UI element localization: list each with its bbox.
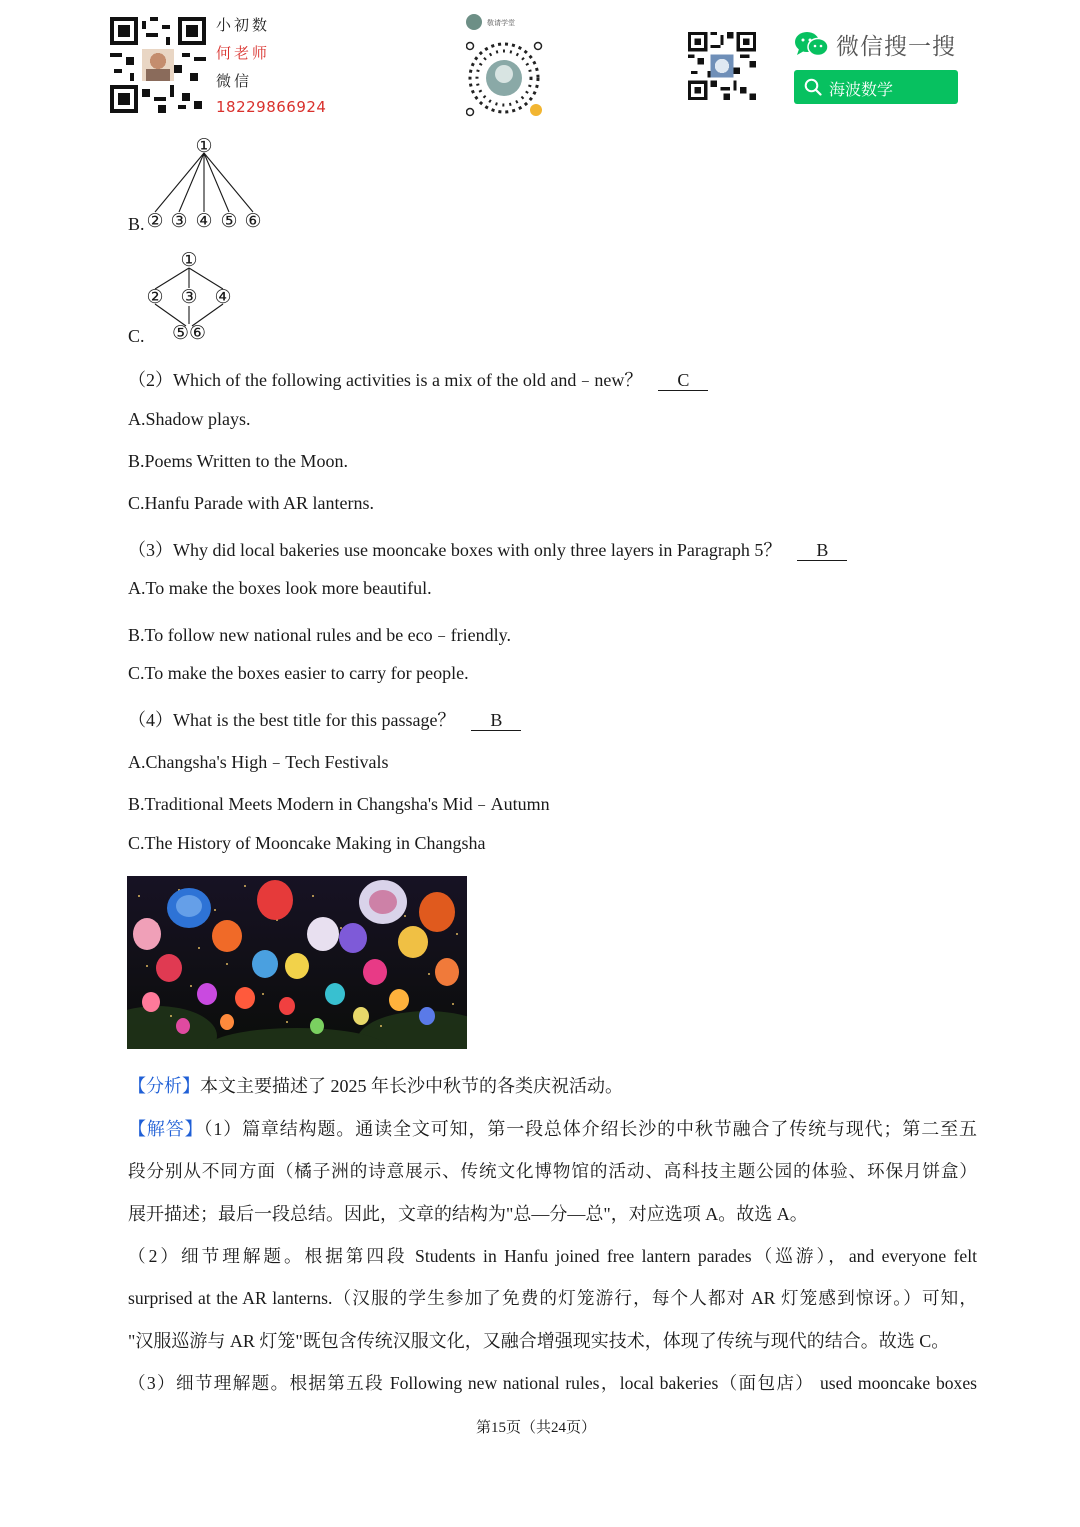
node-6: ⑥ — [244, 210, 262, 232]
solution-line-3: 展开描述；最后一段总结。因此，文章的结构为"总—分—总"，对应选项 A。故选 A。 — [128, 1204, 808, 1224]
question-3-answer: B — [797, 540, 847, 561]
question-4-option-c: C.The History of Mooncake Making in Changsha — [128, 833, 486, 853]
option-b-label: B. — [128, 214, 145, 234]
node-3: ③ — [170, 210, 188, 232]
solution-line-2: 段分别从不同方面（橘子洲的诗意展示、传统文化博物馆的活动、高科技主题公园的体验、环保月饼盒） — [128, 1161, 977, 1181]
node-4: ④ — [195, 210, 213, 232]
teacher-line-2: 何老师 — [216, 44, 271, 62]
analysis-tag: 【分析】 — [128, 1076, 200, 1096]
tree-diagram-b — [128, 132, 278, 236]
wechat-search-term: 海波数学 — [829, 80, 894, 99]
teacher-line-3: 微信 — [216, 72, 253, 90]
page-number-footer: 第15页（共24页） — [475, 1420, 596, 1436]
mini-program-code — [466, 40, 544, 118]
node-5: ⑤ — [220, 210, 238, 232]
question-4-option-a: A.Changsha's High﹣Tech Festivals — [128, 752, 389, 772]
mini-program-label: 敬请学堂 — [487, 19, 515, 27]
question-2-stem: （2）Which of the following activities is a mix of the old and﹣new？ C — [128, 366, 708, 392]
teacher-qr-code — [110, 17, 206, 113]
solution-line-1: 【解答】（1）篇章结构题。通读全文可知，第一段总体介绍长沙的中秋节融合了传统与现代；第二至五 — [128, 1119, 977, 1139]
wechat-qr-code — [688, 32, 756, 100]
node-2: ② — [146, 286, 164, 308]
teacher-line-1: 小初数 — [216, 16, 271, 34]
question-4-answer: B — [471, 710, 521, 731]
solution-line-5: surprised at the AR lanterns.（汉服的学生参加了免费的灯笼游行，每个人都对 AR 灯笼感到惊讶。）可知， — [128, 1288, 977, 1308]
node-4: ④ — [214, 286, 232, 308]
question-3-option-b: B.To follow new national rules and be eco﹣friendly. — [128, 625, 511, 645]
solution-line-7: （3）细节理解题。根据第五段 Following new national rules，local bakeries（面包店） used mooncake boxes — [128, 1373, 977, 1393]
solution-line-4: （2）细节理解题。根据第四段 Students in Hanfu joined free lantern parades（巡游），and everyone felt — [128, 1246, 977, 1266]
question-2-option-b: B.Poems Written to the Moon. — [128, 451, 348, 471]
solution-tag: 【解答】 — [128, 1119, 204, 1139]
node-2: ② — [146, 210, 164, 232]
question-4-stem: （4）What is the best title for this passage？ B — [128, 706, 521, 732]
node-3: ③ — [180, 286, 198, 308]
network-diagram-c — [128, 246, 248, 346]
mini-program-avatar — [466, 14, 482, 30]
teacher-phone: 18229866924 — [216, 98, 327, 116]
wechat-search-title: 微信搜一搜 — [836, 34, 956, 60]
question-3-option-a: A.To make the boxes look more beautiful. — [128, 578, 432, 598]
question-2-option-a: A.Shadow plays. — [128, 409, 251, 429]
wechat-search-logo — [794, 30, 830, 58]
question-4-option-b: B.Traditional Meets Modern in Changsha's Mid﹣Autumn — [128, 794, 550, 814]
node-1: ① — [195, 135, 213, 157]
search-icon — [804, 78, 822, 96]
wechat-search-box[interactable] — [794, 70, 958, 104]
node-1: ① — [180, 249, 198, 271]
node-5-6: ⑤⑥ — [171, 322, 207, 344]
lantern-festival-photo — [127, 876, 467, 1049]
solution-line-6: "汉服巡游与 AR 灯笼"既包含传统汉服文化，又融合增强现实技术，体现了传统与现代的结合。故选 C。 — [128, 1331, 950, 1351]
question-2-option-c: C.Hanfu Parade with AR lanterns. — [128, 493, 374, 513]
question-2-answer: C — [658, 370, 708, 391]
question-3-stem: （3）Why did local bakeries use mooncake boxes with only three layers in Paragraph 5？ B — [128, 536, 847, 562]
option-c-label: C. — [128, 326, 145, 346]
analysis-paragraph — [128, 1072, 623, 1098]
question-3-option-c: C.To make the boxes easier to carry for people. — [128, 663, 469, 683]
option-c-structure-diagram — [128, 246, 248, 346]
analysis-text: 本文主要描述了 2025 年长沙中秋节的各类庆祝活动。 — [200, 1076, 623, 1096]
option-b-structure-diagram — [128, 132, 278, 236]
